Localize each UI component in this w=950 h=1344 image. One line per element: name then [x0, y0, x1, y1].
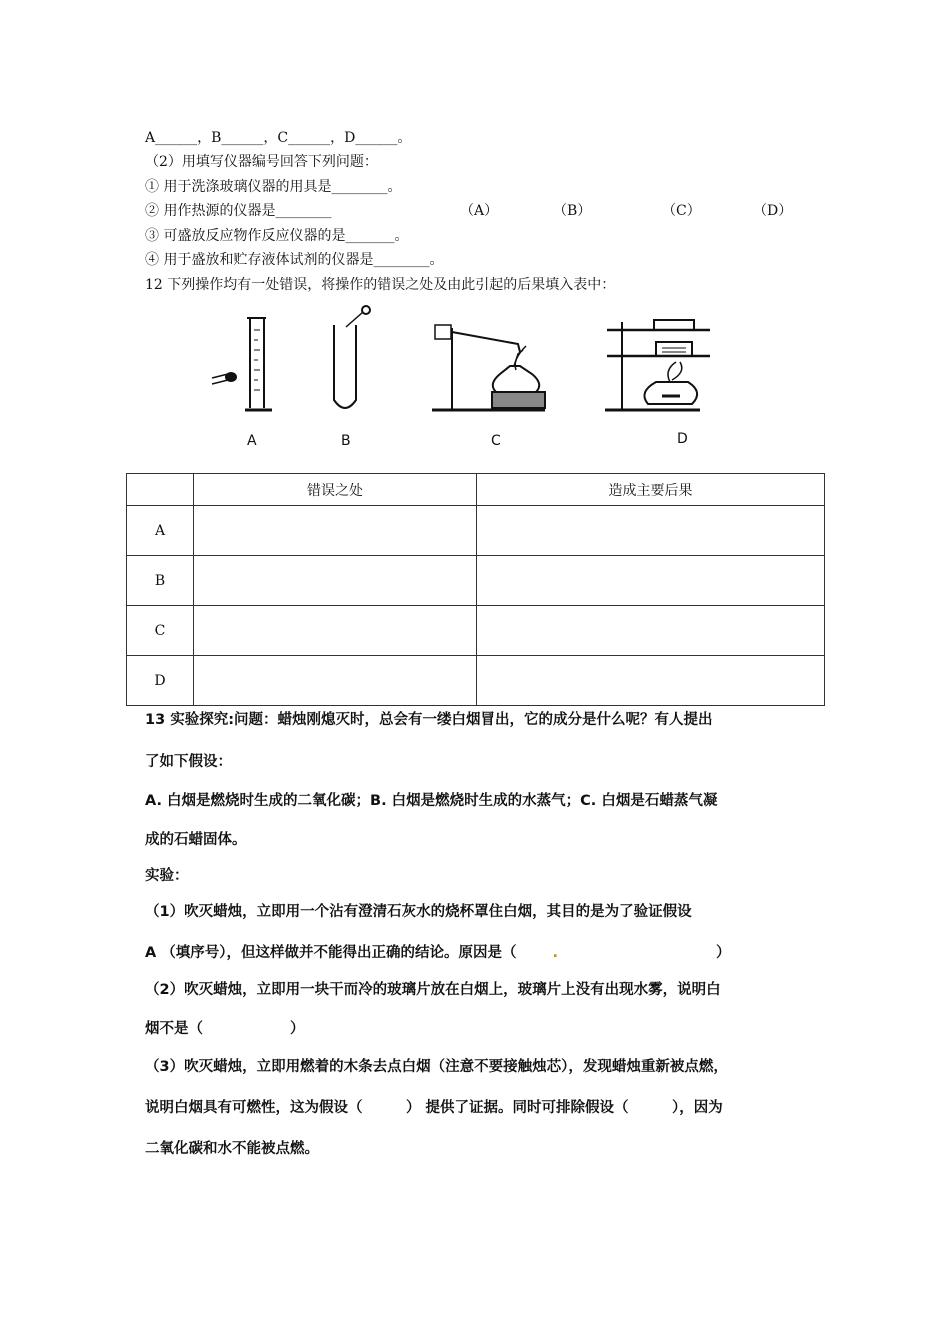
option-c: （C） [662, 203, 701, 219]
item-3: ③ 可盛放反应物作反应仪器的是_______。 [145, 228, 409, 244]
table-row [127, 656, 825, 706]
figure-label-d: D [677, 431, 688, 447]
consequence-cell[interactable] [477, 556, 825, 606]
option-a: （A） [460, 203, 499, 219]
consequence-cell[interactable] [477, 656, 825, 706]
table-row [127, 506, 825, 556]
header-error: 错误之处 [194, 474, 477, 506]
test-tube-icon [334, 306, 370, 408]
answer-table [126, 473, 825, 706]
option-b: （B） [553, 203, 592, 219]
experiment-3-answer-line: 说明白烟具有可燃性，这为假设（ ） 提供了证据。同时可排除假设（ ），因为 [145, 1100, 723, 1116]
header-consequence: 造成主要后果 [477, 474, 825, 506]
experiment-3-conclusion: 二氧化碳和水不能被点燃。 [145, 1141, 319, 1157]
item-1: ① 用于洗涤玻璃仪器的用具是________。 [145, 179, 402, 195]
experiment-1-answer-text: A （填序号），但这样做并不能得出正确的结论。原因是（ [145, 945, 517, 961]
error-cell[interactable] [194, 556, 477, 606]
close-paren: ） [716, 945, 731, 961]
apparatus-figure [200, 300, 740, 425]
error-cell[interactable] [194, 606, 477, 656]
row-label: C [127, 606, 194, 656]
experiment-label: 实验： [145, 868, 189, 884]
hypotheses-line: A. 白烟是燃烧时生成的二氧化碳；B. 白烟是燃烧时生成的水蒸气；C. 白烟是石蜡蒸气凝 [145, 793, 718, 809]
question-13-line-1: 13 实验探究:问题：蜡烛刚熄灭时，总会有一缕白烟冒出，它的成分是什么呢？有人提出 [145, 712, 713, 728]
error-cell[interactable] [194, 656, 477, 706]
experiment-2-line: （2）吹灭蜡烛，立即用一块干而冷的玻璃片放在白烟上，玻璃片上没有出现水雾，说明白 [145, 982, 721, 998]
figure-label-c: C [491, 433, 501, 449]
part2-title: （2）用填写仪器编号回答下列问题： [145, 154, 378, 170]
table-row [127, 556, 825, 606]
iron-stand-heating-icon [432, 325, 545, 410]
figure-label-a: A [247, 433, 257, 449]
item-4: ④ 用于盛放和贮存液体试剂的仪器是________。 [145, 252, 444, 268]
error-cell[interactable] [194, 506, 477, 556]
experiment-3-line: （3）吹灭蜡烛，立即用燃着的木条去点白烟（注意不要接触烛芯），发现蜡烛重新被点燃， [145, 1059, 728, 1075]
experiment-1-line: （1）吹灭蜡烛，立即用一个沾有澄清石灰水的烧杯罩住白烟，其目的是为了验证假设 [145, 904, 692, 920]
row-label: A [127, 506, 194, 556]
graduated-cylinder-icon [212, 318, 272, 410]
instrument-names-line: A______，B______，C______，D______。 [145, 130, 412, 146]
question-12-title: 12 下列操作均有一处错误，将操作的错误之处及由此引起的后果填入表中： [145, 277, 616, 293]
highlight-dot: . [552, 945, 559, 961]
option-d: （D） [753, 203, 793, 219]
table-row [127, 606, 825, 656]
question-13-line-2: 了如下假设： [145, 754, 232, 770]
item-2: ② 用作热源的仪器是________ [145, 203, 332, 219]
row-label: B [127, 556, 194, 606]
beaker-heating-icon [605, 320, 710, 410]
table-header-row [127, 474, 825, 506]
row-label: D [127, 656, 194, 706]
experiment-2-answer-line: 烟不是（ ） [145, 1021, 305, 1037]
consequence-cell[interactable] [477, 606, 825, 656]
experiment-1-answer-line [145, 943, 731, 963]
hypotheses-line-cont: 成的石蜡固体。 [145, 832, 247, 848]
figure-label-b: B [341, 433, 351, 449]
header-corner-cell [127, 474, 194, 506]
consequence-cell[interactable] [477, 506, 825, 556]
